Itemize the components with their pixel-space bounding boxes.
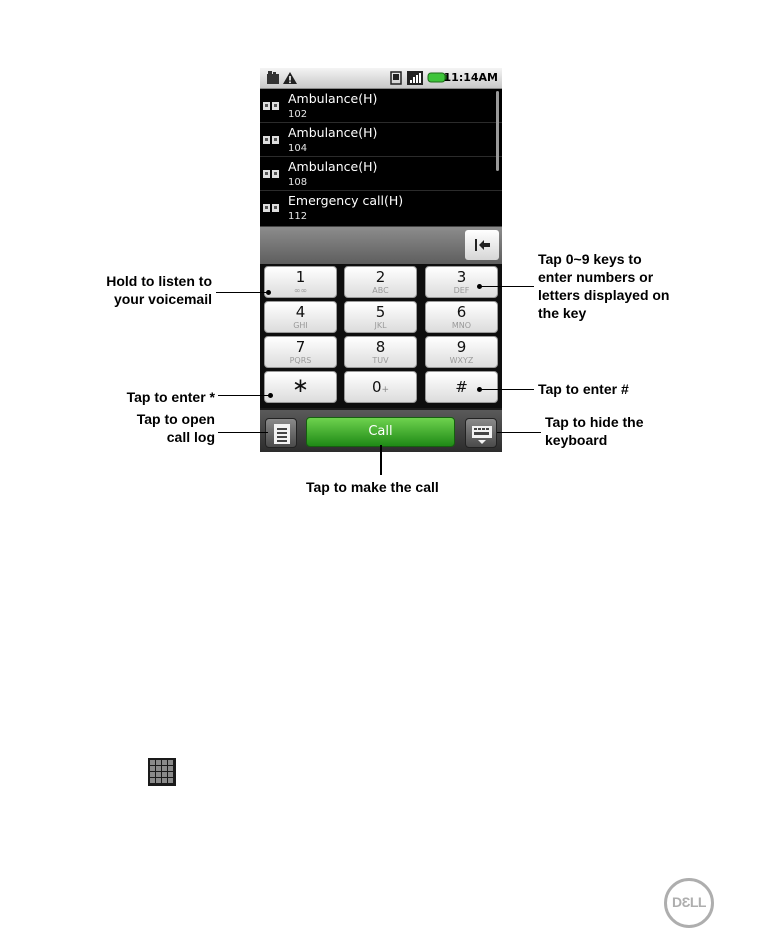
contact-card-icon xyxy=(263,135,279,145)
key-symbol: ∗ xyxy=(292,373,309,397)
call-log-button[interactable] xyxy=(265,418,297,448)
annotation-call-log xyxy=(105,410,215,446)
contact-card-icon xyxy=(263,203,279,213)
digits-field[interactable] xyxy=(260,226,502,265)
key-letters: WXYZ xyxy=(449,356,474,365)
callout-line xyxy=(218,432,268,433)
contact-number: 108 xyxy=(288,177,308,188)
backspace-button[interactable] xyxy=(465,230,499,260)
key-letters: ABC xyxy=(372,286,389,295)
annotation-line: Hold to listen to xyxy=(106,273,212,289)
contact-number: 102 xyxy=(288,109,308,120)
annotation-line: call log xyxy=(166,429,215,445)
key-0[interactable] xyxy=(344,371,417,403)
contact-row[interactable] xyxy=(260,157,502,191)
callout-line xyxy=(480,286,534,287)
key-symbol: # xyxy=(455,378,468,396)
status-bar xyxy=(260,68,502,89)
key-letters: GHI xyxy=(293,321,308,330)
contact-name: Ambulance(H) xyxy=(288,159,378,174)
warning-icon xyxy=(282,71,298,85)
annotation-hide-keyboard xyxy=(545,413,644,449)
key-digit: 1 xyxy=(295,268,306,286)
key-letters: MNO xyxy=(451,321,472,330)
call-log-icon xyxy=(271,423,293,445)
key-star[interactable] xyxy=(264,371,337,403)
hide-keyboard-button[interactable] xyxy=(465,418,497,448)
phone-screen xyxy=(260,68,502,452)
sd-card-icon xyxy=(266,71,280,85)
callout-dot xyxy=(266,290,271,295)
key-letters: DEF xyxy=(453,286,470,295)
key-9[interactable] xyxy=(425,336,498,368)
list-scrollbar[interactable] xyxy=(496,91,499,171)
key-digit: 0 xyxy=(371,378,382,396)
key-digit: 2 xyxy=(375,268,386,286)
contact-suggestions-list[interactable] xyxy=(260,89,502,226)
key-2[interactable] xyxy=(344,266,417,298)
contact-number: 104 xyxy=(288,143,308,154)
callout-dot xyxy=(477,387,482,392)
key-plus: + xyxy=(381,385,390,395)
annotation-make-call: Tap to make the call xyxy=(306,479,439,495)
callout-line xyxy=(216,292,268,293)
contact-card-icon xyxy=(263,101,279,111)
app-grid-icon xyxy=(148,758,176,786)
callout-line xyxy=(497,432,541,433)
key-digit: 9 xyxy=(456,338,467,356)
key-digit: 7 xyxy=(295,338,306,356)
contact-name: Emergency call(H) xyxy=(288,193,404,208)
contact-number: 112 xyxy=(288,211,308,222)
annotation-line: Tap to hide the xyxy=(545,414,644,430)
key-zero-label xyxy=(345,378,416,396)
annotation-line: Tap to open xyxy=(136,411,215,427)
annotation-line: Tap 0~9 keys to xyxy=(538,251,642,267)
annotation-digit-keys xyxy=(538,250,669,322)
dialpad xyxy=(260,264,502,408)
key-digit: 4 xyxy=(295,303,306,321)
status-time: 11:14AM xyxy=(443,71,498,84)
callout-line xyxy=(480,389,534,390)
key-digit: 5 xyxy=(375,303,386,321)
callout-line xyxy=(218,395,270,396)
key-1[interactable] xyxy=(264,266,337,298)
annotation-star: Tap to enter * xyxy=(126,389,215,405)
voicemail-icon: ∞∞ xyxy=(293,286,308,295)
key-letters: JKL xyxy=(374,321,387,330)
contact-card-icon xyxy=(263,169,279,179)
backspace-icon xyxy=(465,230,499,260)
annotation-line: keyboard xyxy=(545,432,608,448)
vibrate-icon xyxy=(390,71,402,85)
key-7[interactable] xyxy=(264,336,337,368)
annotation-voicemail xyxy=(70,272,212,308)
callout-line xyxy=(380,445,382,475)
key-8[interactable] xyxy=(344,336,417,368)
contact-row[interactable] xyxy=(260,89,502,123)
dell-logo-text: DƐLL xyxy=(672,894,706,910)
keyboard-hide-icon xyxy=(471,423,493,445)
key-6[interactable] xyxy=(425,301,498,333)
key-letters: TUV xyxy=(372,356,389,365)
key-digit: 8 xyxy=(375,338,386,356)
annotation-line: your voicemail xyxy=(113,291,212,307)
key-digit: 3 xyxy=(456,268,467,286)
contact-row[interactable] xyxy=(260,191,502,224)
key-hash[interactable] xyxy=(425,371,498,403)
annotation-line: enter numbers or xyxy=(538,269,654,285)
contact-row[interactable] xyxy=(260,123,502,157)
key-letters: PQRS xyxy=(289,356,312,365)
key-4[interactable] xyxy=(264,301,337,333)
contact-name: Ambulance(H) xyxy=(288,91,378,106)
key-3[interactable] xyxy=(425,266,498,298)
callout-dot xyxy=(477,284,482,289)
contact-name: Ambulance(H) xyxy=(288,125,378,140)
dell-logo xyxy=(664,878,714,928)
annotation-line: the key xyxy=(538,305,587,321)
signal-icon xyxy=(407,71,423,85)
key-5[interactable] xyxy=(344,301,417,333)
callout-dot xyxy=(268,393,273,398)
call-button[interactable]: Call xyxy=(306,417,455,447)
annotation-hash: Tap to enter # xyxy=(538,381,629,397)
key-digit: 6 xyxy=(456,303,467,321)
annotation-line: letters displayed on xyxy=(538,287,670,303)
